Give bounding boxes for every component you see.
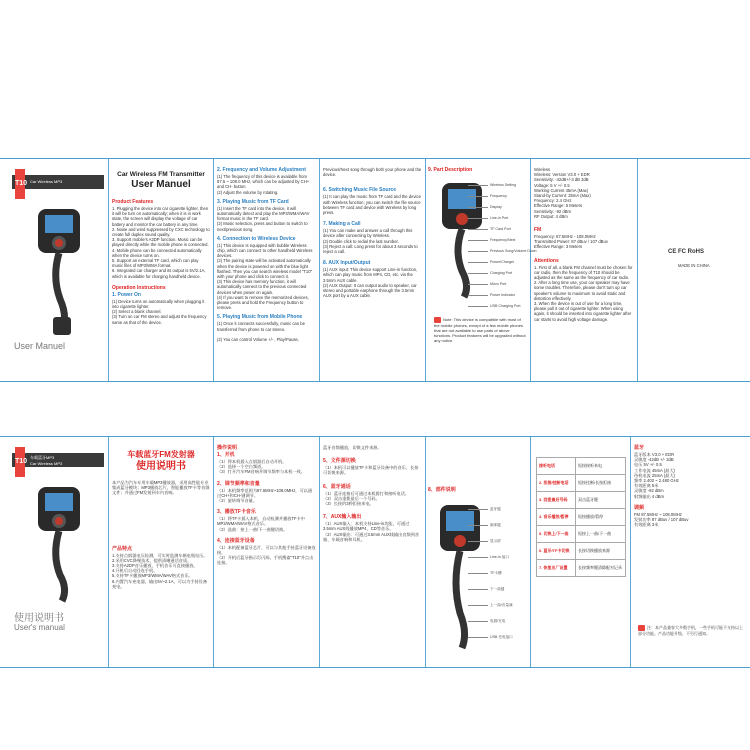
parts-device-image bbox=[438, 181, 486, 301]
operation-heading-cn: 操作说明 bbox=[217, 445, 238, 451]
call-heading: 7. Making a Call bbox=[323, 221, 361, 228]
leader-line bbox=[468, 621, 488, 622]
table-key-cell: 7. 恢复出厂设置 bbox=[537, 560, 576, 577]
part-label: Power Indicator bbox=[490, 293, 515, 297]
part-label: Line-in Port bbox=[490, 216, 509, 220]
part-label: 下一曲键 bbox=[490, 587, 505, 591]
aux-heading-cn: 7、AUX输入输出 bbox=[323, 514, 362, 521]
phone-music-text: (1) Once it connects successfully, music can be transferred from phone to car stereo. (2) You can control Volume +/- , Play/Pause, bbox=[217, 321, 305, 343]
aux-text-cn: （1）AUX输入：本机支持Line-in功能，可通过3.5mm AUX线播放MP4、CD等音乐。 （2）AUX输出：可通过3.5mm AUX线输出音频到音箱、车载音响和耳机。 bbox=[323, 521, 420, 542]
features-heading: Product Features bbox=[112, 199, 154, 205]
table-row bbox=[537, 458, 626, 475]
power-on-heading: 1. Power On bbox=[112, 291, 141, 298]
tf-heading-cn: 3、播放TF卡音乐 bbox=[217, 509, 256, 516]
table-row bbox=[537, 475, 626, 492]
intro-text-cn: 本产品为汽车专用车载MP3播放器，采用高性能专业集成蓝牙模块；MP3播放芯片，智能播放TF卡等音频文件；并通过FM发射到车内音响。 bbox=[112, 480, 210, 496]
fold-line bbox=[630, 437, 631, 667]
cover-manual-en: User's manual bbox=[14, 623, 65, 632]
table-row bbox=[537, 560, 626, 577]
leader-line bbox=[468, 573, 488, 574]
frequency-text: (1) The frequency of this device is available from 87.5 ~ 108.0 MHz, which can be adjusted by CH+ and CH- button. (2) Adjust the volume by rotating. bbox=[217, 174, 310, 195]
cn-specs-panel bbox=[634, 437, 750, 667]
model-badge: T10 bbox=[15, 447, 25, 477]
fold-line bbox=[213, 159, 214, 381]
part-label: Frequency bbox=[490, 194, 507, 198]
attentions-text: 1. First of all, a blank FM channel must be chosen for car radio, then the frequency of T10 should be adjusted as the same as the frequency of car radio. 2. After a long time use, your car speaker may have some troubles. Therefore, please don't turn up car speaker's volume to maximum to avoid static and distortion effectively. 3. When the device is out of use for a long time, please pull it out of cigarette lighter. When using again, it should be inserted into cigarette lighter after car starts to avoid high voltage damage. bbox=[534, 264, 633, 322]
leader-line bbox=[468, 637, 488, 638]
bt-spec-heading-cn: 蓝牙 bbox=[634, 445, 645, 451]
table-row bbox=[537, 543, 626, 560]
cover-subtitle: Car Wireless MP3 bbox=[30, 179, 63, 184]
transmitter-device-image bbox=[28, 207, 90, 337]
power-on-text: (1) Device turns on automatically when plugging it into cigarette lighter. (2) Select a blank channel. (3) Turn on car FM stereo and adjust the frequency same as that of the device. bbox=[112, 298, 207, 325]
table-value-cell: 短按上一曲/下一曲 bbox=[576, 526, 626, 543]
part-label: 蓝牙键 bbox=[490, 507, 501, 511]
tf-text-cn: （1）将TF卡插入本机，自动检测并播放TF卡中MP3/WMA/WAV格式音乐。 （2）选曲：按上一曲/下一曲键切换。 bbox=[217, 516, 305, 532]
part-label: Micro Port bbox=[490, 282, 507, 286]
english-manual-sheet bbox=[0, 158, 750, 382]
leader-line bbox=[468, 509, 488, 510]
switch-heading-cn: 5、文件源切换 bbox=[323, 458, 356, 465]
fold-line bbox=[108, 437, 109, 667]
part-label: Wireless Setting bbox=[490, 183, 516, 187]
table-row bbox=[537, 492, 626, 509]
en-operation-panel bbox=[217, 159, 316, 381]
leader-line bbox=[468, 557, 488, 558]
part-label: Display bbox=[490, 205, 502, 209]
fold-line bbox=[530, 159, 531, 381]
cn-operation-panel bbox=[217, 437, 316, 667]
phone-music-heading: 5. Playing Music from Mobile Phone bbox=[217, 314, 303, 321]
compatibility-note-cn: 注：本产品兼容大多数手机，一些手机可能不支持以上部分功能。产品功能升级，不另行通知。 bbox=[638, 625, 743, 636]
table-value-cell: 短按接听来电 bbox=[576, 458, 626, 475]
part-label: Frequency/Next bbox=[490, 238, 516, 242]
manual-title: Car Wireless FM Transmitter bbox=[117, 171, 205, 178]
part-label: USB 充电接口 bbox=[490, 635, 513, 639]
manual-subtitle-cn: 使用说明书 bbox=[136, 461, 186, 472]
en-functions-panel bbox=[323, 159, 422, 381]
made-in-label: MADE IN CHINA bbox=[678, 263, 710, 268]
features-text: 1. Plugging the device into car cigarette lighter, then it will be turn on automatically; when it is in work state, the screen will display the voltage of car battery and monitor the car battery in any time. 2. Noise and wind suppressed by CXC technology to create full duplex sound quality. 3. Support mobile's A2DP function. Music can be played directly while the mobile phone is connected. 4. Mobile phone can be connected automatically when the device turns on. 5. Support an external TF card, which can play music files of MP3/WMA format. 6. Integrated car charger and its output is 5V/2.1A, which is available for charging handheld device. bbox=[112, 206, 210, 279]
table-key-cell: 4. 音乐播放/暂停 bbox=[537, 509, 576, 526]
part-label: TF Card Port bbox=[490, 227, 511, 231]
parts-heading-cn: 8、部件说明 bbox=[428, 487, 456, 493]
fm-spec-heading-cn: 调频 bbox=[634, 504, 645, 511]
bt-specs-cn: 蓝牙版本 V3.0 + EDR 灵敏度 -42dB +/- 3dB 电压 5V +/- 0.5 工作电流 45mA (最大) 待机电流 25mA (最大) 频率 2.402 ~ 2.480 GHz 有效距离 5米 灵敏度 -92 dBm 射频输出 4 dBm bbox=[634, 452, 679, 499]
en-specs-panel bbox=[534, 159, 634, 381]
leader-line bbox=[468, 295, 488, 296]
table-value-cell: 短按挂断/长按拒接 bbox=[576, 475, 626, 492]
wireless-text: (1) This device is equipped with bubble Wireless chip, which can connect to other handheld Wireless devices. (2) The pairing state will be activated automatically when the device is powered on with the blue light flashed. Then you can search wireless model "T10" with your phone and click to connect it. (3) This device has memory function, it will automatically connect to the previous connected devices when power on again. (4) If you want to remove the memorized devices, please press and hold the Frequency button to remove. bbox=[217, 242, 313, 311]
table-value-cell: 短按播放/暂停 bbox=[576, 509, 626, 526]
leader-line bbox=[468, 284, 488, 285]
leader-line bbox=[468, 605, 488, 606]
part-label: Charging Port bbox=[490, 271, 513, 275]
button-function-table bbox=[536, 457, 626, 577]
cn-intro-panel bbox=[112, 437, 210, 667]
leader-line bbox=[468, 196, 488, 197]
aux-text: (1) AUX input: This device support Line-in function, which can play music from MP4, CD, etc. via the 3.5mm AUX cable. (2) AUX Output: It can output audio to speaker, car stereo and portable earphone through the 3.5mm AUX port by a AUX cable. bbox=[323, 267, 418, 299]
en-parts-panel bbox=[428, 159, 537, 381]
fold-line bbox=[319, 159, 320, 381]
leader-line bbox=[468, 262, 488, 263]
bt-text-cn: （1）本机配备蓝牙芯片，可以与其他手持蓝牙设备连接。 （2）开机后蓝牙指示灯闪烁，手机搜索"T10"并点击连接。 bbox=[217, 544, 316, 566]
call-text-cn: （1）蓝牙连接后可通过本机拨打和接听电话。 （2）双击重拨最后一个号码。 （3）长按约3秒拒接来电。 bbox=[323, 490, 410, 507]
call-heading-cn: 6、蓝牙通话 bbox=[323, 483, 351, 490]
fold-line bbox=[319, 437, 320, 667]
wireless-specs: Wireless Wireless: Version V3.0 + EDR Sensitivity: -42dB+/-3 dB 3dB Voltage: 5 V +/- 0.5 Working Current 45mA (Max) Stand-by Current: 25mA (Max) Frequency: 2.4 GHz Effective Range: 5 Meters Sensitivity: -92 dBm RF Output: 4 dBm bbox=[534, 167, 591, 219]
freq-text-cn: （1）本机频率范围为87.5MHz~108.0MHz，可以通过CH+和CH-键调节。 （2）旋转调节音量。 bbox=[217, 487, 313, 504]
compatibility-note: Note: This device is compatible with most of the mobile phones, except of a few mobile phones that are not available to use parts of above functions. Product features will be upgraded without any notice. bbox=[434, 317, 526, 343]
operation-heading: Operation Instructions bbox=[112, 284, 166, 291]
table-value-cell: 长按频率键清除配对记录 bbox=[576, 560, 626, 577]
switch-source-text: (1) It can play the music from TF card and the device with Wireless function; you can switch the file source between TF card and device with Wireless by long press. bbox=[323, 194, 421, 216]
transmitter-device-image bbox=[28, 485, 90, 605]
certification-marks: CE FC RoHS bbox=[668, 249, 704, 255]
leader-line bbox=[468, 240, 488, 241]
leader-line bbox=[468, 251, 488, 252]
fold-line bbox=[637, 159, 638, 381]
attentions-heading: Attentions bbox=[534, 257, 559, 264]
cn-button-table-panel bbox=[534, 437, 628, 667]
cover-manual-cn: 使用说明书 bbox=[14, 613, 64, 624]
chinese-manual-sheet bbox=[0, 436, 750, 668]
leader-line bbox=[468, 525, 488, 526]
fm-specs: Frequency: 87.5MHz - 108.0MHz Transmitted Power: 87 dBuv / 107 dBuv Effective Range: 3 Meters bbox=[534, 234, 608, 250]
leader-line bbox=[468, 306, 488, 307]
power-text-cn: （1）将本机插入点烟器后自动开机。 （2）选择一个空白频道。 （3）打开汽车FM音响并调节频率与本机一致。 bbox=[217, 459, 305, 475]
wireless-heading: 4. Connection to Wireless Device bbox=[217, 235, 296, 242]
manual-subtitle: User Manuel bbox=[131, 179, 191, 190]
part-label: 频率键 bbox=[490, 523, 501, 527]
en-cert-panel bbox=[640, 159, 750, 381]
part-label: Previous Song/Volume Down bbox=[490, 249, 537, 253]
tf-card-heading: 3. Playing Music from TF Card bbox=[217, 198, 289, 205]
parts-heading: 9. Part Description bbox=[428, 167, 473, 173]
table-key-cell: 3. 回拨最后号码 bbox=[537, 492, 576, 509]
fm-specs-cn: FM 87.5MHz ~ 108.0MHz 发射功率 87 dBuv / 107 dBuv 有效距离 3米 bbox=[634, 511, 689, 528]
part-label: TF卡槽 bbox=[490, 571, 502, 575]
power-heading-cn: 1、开机 bbox=[217, 452, 235, 458]
en-cover-panel bbox=[0, 159, 108, 381]
table-key-cell: 2. 拒接/挂断电话 bbox=[537, 475, 576, 492]
model-badge: T10 bbox=[15, 169, 25, 199]
call-text: (1) You can make and answer a call through this device after connecting by Wireless. (2) Double click to redial the last number. (3) Reject a call: Long press for about 3 seconds to reject a call. bbox=[323, 228, 418, 255]
leader-line bbox=[468, 218, 488, 219]
tf-card-text: (1) Insert the TF card into the device, it will automatically detect and play the MP3/WMA/WAV format music in the TF card. (2) Music selection, press and button to switch to next/previous song. bbox=[217, 205, 310, 232]
part-label: 电源/充电 bbox=[490, 619, 506, 623]
cn-cover-panel bbox=[0, 437, 108, 667]
cover-manual-label: User Manuel bbox=[14, 341, 66, 351]
table-key-cell: 5. 切换上/下一曲 bbox=[537, 526, 576, 543]
table-key-cell: 6. 蓝牙/TF卡切换 bbox=[537, 543, 576, 560]
leader-line bbox=[468, 589, 488, 590]
leader-line bbox=[468, 207, 488, 208]
table-row bbox=[537, 526, 626, 543]
leader-line bbox=[468, 273, 488, 274]
fold-line bbox=[425, 437, 426, 667]
continued-text: Previous/Next song through both your phone and the device. bbox=[323, 167, 422, 178]
switch-text-cn: （1）本机可以播放TF卡和蓝牙设备中的音乐，长按可切换来源。 bbox=[323, 465, 419, 476]
table-row bbox=[537, 509, 626, 526]
fold-line bbox=[213, 437, 214, 667]
table-value-cell: 长按切换播放来源 bbox=[576, 543, 626, 560]
bt-heading-cn: 4、连接蓝牙设备 bbox=[217, 537, 255, 544]
part-label: USB Charging Port bbox=[490, 304, 521, 308]
freq-heading-cn: 2、调节频率和音量 bbox=[217, 480, 260, 487]
part-label: 显示屏 bbox=[490, 539, 501, 543]
part-label: Power/Charger bbox=[490, 260, 515, 264]
cn-parts-panel bbox=[428, 437, 528, 667]
aux-heading: 8. AUX Input/Output bbox=[323, 260, 371, 267]
part-label: Line-in 接口 bbox=[490, 555, 509, 559]
cover-subtitle-cn: 车载蓝牙MP3 bbox=[30, 455, 55, 460]
switch-source-heading: 6. Switching Music File Source bbox=[323, 187, 397, 194]
fold-line bbox=[425, 159, 426, 381]
features-heading-cn: 产品特点 bbox=[112, 545, 133, 552]
leader-line bbox=[468, 185, 488, 186]
leader-line bbox=[468, 541, 488, 542]
fold-line bbox=[108, 159, 109, 381]
part-label: 上一曲/音量减 bbox=[490, 603, 513, 607]
leader-line bbox=[468, 229, 488, 230]
frequency-heading: 2. Frequency and Volume Adjustment bbox=[217, 167, 306, 173]
fm-heading: FM bbox=[534, 227, 542, 234]
cn-functions-panel bbox=[323, 437, 422, 667]
table-key-cell: 接听电话 bbox=[537, 458, 576, 475]
continued-text-cn: 蓝牙音频播放，切换文件来源。 bbox=[323, 445, 382, 450]
en-intro-panel bbox=[112, 159, 210, 381]
cover-subtitle-en: Car Wireless MP3 bbox=[30, 461, 63, 466]
table-value-cell: 双击蓝牙键 bbox=[576, 492, 626, 509]
features-text-cn: 1.支持点烟器电压检测，可实时监测车辆电瓶电压。 2.采用CVC降噪技术，提供清晰通话音质。 3.支持A2DP音乐播放，手机音乐可直接播放。 4.开机后自动回连手机。 5.支持TF卡播放MP3/WMA/WAV格式音乐。 6.内置汽车充电器，输出5V~2.1A，可以为手持设备充电。 bbox=[112, 552, 208, 589]
manual-title-cn: 车载蓝牙FM发射器 bbox=[127, 450, 195, 459]
fold-line bbox=[530, 437, 531, 667]
